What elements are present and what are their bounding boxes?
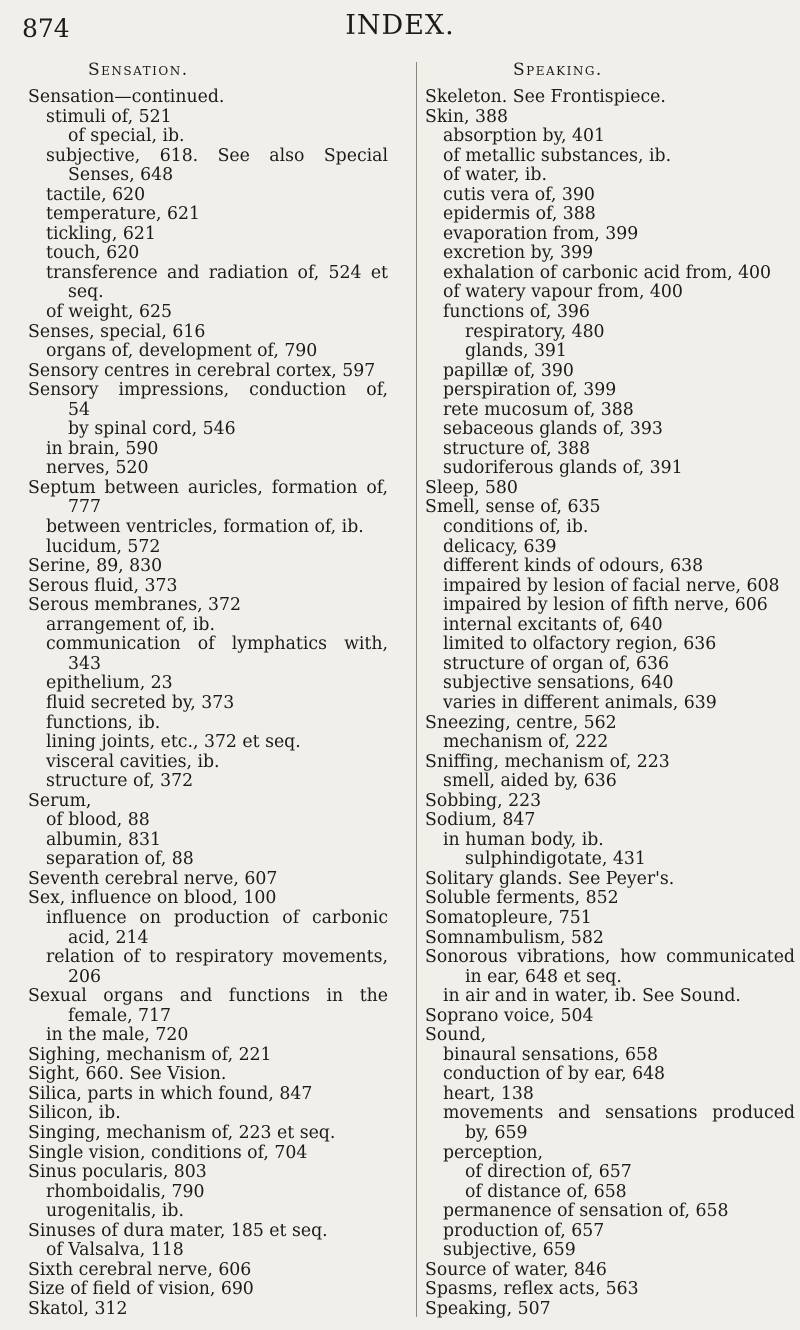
index-subentry: perspiration of, 399 (443, 380, 617, 401)
index-subentry: in human body, ib. (443, 829, 604, 850)
index-subentry: papillæ of, 390 (443, 360, 574, 381)
index-subentry: conditions of, ib. (443, 517, 589, 538)
index-entry: Sobbing, 223 (425, 790, 542, 811)
index-subentry: Senses, 648 (68, 165, 174, 186)
index-subentry: sebaceous glands of, 393 (443, 419, 663, 440)
index-subentry: 777 (68, 497, 101, 518)
index-entry: Sneezing, centre, 562 (425, 712, 617, 733)
index-entry: Sex, influence on blood, 100 (28, 888, 277, 909)
index-subentry: organs of, development of, 790 (46, 341, 318, 362)
index-subentry: urogenitalis, ib. (46, 1201, 184, 1222)
index-subentry: structure of, 372 (46, 771, 194, 792)
index-entry: Sixth cerebral nerve, 606 (28, 1259, 252, 1280)
index-subentry: seq. (68, 282, 104, 303)
index-subentry: nerves, 520 (46, 458, 149, 479)
index-subentry: communication of lymphatics with, (46, 634, 388, 655)
index-subentry: varies in different animals, 639 (443, 692, 717, 713)
index-subentry: arrangement of, ib. (46, 614, 215, 635)
index-subentry: rete mucosum of, 388 (443, 399, 634, 420)
index-entry: Sighing, mechanism of, 221 (28, 1044, 272, 1065)
index-subentry: transference and radiation of, 524 et (46, 262, 388, 283)
index-entry: Senses, special, 616 (28, 321, 206, 342)
index-subentry: epidermis of, 388 (443, 204, 596, 225)
index-subentry: female, 717 (68, 1005, 172, 1026)
index-entry: Septum between auricles, formation of, (28, 477, 388, 498)
index-entry: Sleep, 580 (425, 477, 518, 498)
index-subentry: epithelium, 23 (46, 673, 173, 694)
index-subentry: sulphindigotate, 431 (465, 849, 646, 870)
index-entry: Serous fluid, 373 (28, 575, 178, 596)
index-entry: Skin, 388 (425, 106, 508, 127)
index-subentry: binaural sensations, 658 (443, 1044, 658, 1065)
index-subentry: perception, (443, 1142, 544, 1163)
index-subentry: temperature, 621 (46, 204, 200, 225)
index-subentry: internal excitants of, 640 (443, 614, 663, 635)
index-subentry: respiratory, 480 (465, 321, 605, 342)
index-entry: Soprano voice, 504 (425, 1005, 594, 1026)
index-entry: Silica, parts in which found, 847 (28, 1083, 313, 1104)
index-entry: Sodium, 847 (425, 810, 536, 831)
index-subentry: lining joints, etc., 372 et seq. (46, 732, 301, 753)
index-entry: Sensory centres in cerebral cortex, 597 (28, 360, 376, 381)
index-entry: Solitary glands. See Peyer's. (425, 868, 675, 889)
index-entry: Singing, mechanism of, 223 et seq. (28, 1122, 336, 1143)
index-subentry: production of, 657 (443, 1220, 605, 1241)
index-subentry: of watery vapour from, 400 (443, 282, 683, 303)
index-entry: Serum, (28, 790, 92, 811)
index-entry: Sound, (425, 1025, 487, 1046)
index-subentry: in air and in water, ib. See Sound. (443, 986, 741, 1007)
index-subentry: lucidum, 572 (46, 536, 161, 557)
index-entry: Serous membranes, 372 (28, 595, 242, 616)
index-entry: Sonorous vibrations, how communicated (425, 947, 795, 968)
index-subentry: by spinal cord, 546 (68, 419, 236, 440)
index-entry: Sniffing, mechanism of, 223 (425, 751, 670, 772)
right-column-heading: Speaking. (513, 60, 603, 80)
index-subentry: fluid secreted by, 373 (46, 692, 235, 713)
index-entry: Speaking, 507 (425, 1298, 551, 1319)
index-subentry: movements and sensations produced (443, 1103, 795, 1124)
right-index-column (425, 88, 795, 1319)
index-subentry: cutis vera of, 390 (443, 184, 595, 205)
index-subentry: separation of, 88 (46, 849, 194, 870)
index-subentry: touch, 620 (46, 243, 140, 264)
index-subentry: sudoriferous glands of, 391 (443, 458, 683, 479)
index-entry: Sinuses of dura mater, 185 et seq. (28, 1220, 328, 1241)
index-subentry: in the male, 720 (46, 1025, 189, 1046)
column-divider (416, 62, 417, 1317)
index-subentry: relation of to respiratory movements, (46, 947, 388, 968)
index-entry: Single vision, conditions of, 704 (28, 1142, 308, 1163)
index-entry: Source of water, 846 (425, 1259, 607, 1280)
index-entry: Sensation—continued. (28, 87, 225, 107)
index-entry: Skeleton. See Frontispiece. (425, 87, 666, 107)
index-subentry: of special, ib. (68, 126, 185, 147)
index-subentry: tactile, 620 (46, 184, 146, 205)
index-subentry: albumin, 831 (46, 829, 162, 850)
index-subentry: of metallic substances, ib. (443, 145, 672, 166)
index-entry: Size of field of vision, 690 (28, 1279, 254, 1300)
index-entry: Somnambulism, 582 (425, 927, 604, 948)
index-subentry: acid, 214 (68, 927, 149, 948)
index-subentry: rhomboidalis, 790 (46, 1181, 205, 1202)
left-column-heading: Sensation. (88, 60, 189, 80)
index-subentry: heart, 138 (443, 1083, 534, 1104)
index-entry: Serine, 89, 830 (28, 556, 163, 577)
index-entry: Smell, sense of, 635 (425, 497, 601, 518)
index-subentry: subjective, 659 (443, 1240, 576, 1261)
index-entry: Sight, 660. See Vision. (28, 1064, 227, 1085)
page-number: 874 (22, 14, 70, 43)
index-subentry: absorption by, 401 (443, 126, 605, 147)
index-entry: Sexual organs and functions in the (28, 986, 388, 1007)
index-entry: Somatopleure, 751 (425, 907, 592, 928)
index-subentry: in brain, 590 (46, 438, 159, 459)
index-subentry: different kinds of odours, 638 (443, 556, 704, 577)
index-subentry: by, 659 (465, 1122, 528, 1143)
index-subentry: of Valsalva, 118 (46, 1240, 184, 1261)
index-subentry: exhalation of carbonic acid from, 400 (443, 262, 772, 283)
index-entry: Sensory impressions, conduction of, (28, 380, 388, 401)
index-subentry: of blood, 88 (46, 810, 150, 831)
index-subentry: permanence of sensation of, 658 (443, 1201, 729, 1222)
index-entry: Sinus pocularis, 803 (28, 1162, 207, 1183)
left-index-column (28, 88, 388, 1319)
running-title: INDEX. (345, 10, 455, 41)
index-subentry: in ear, 648 et seq. (465, 966, 622, 987)
index-subentry: subjective, 618. See also Special (46, 145, 388, 166)
index-subentry: mechanism of, 222 (443, 732, 609, 753)
index-subentry: impaired by lesion of fifth nerve, 606 (443, 595, 768, 616)
index-entry: Skatol, 312 (28, 1298, 128, 1319)
index-subentry: impaired by lesion of facial nerve, 608 (443, 575, 780, 596)
index-subentry: smell, aided by, 636 (443, 771, 617, 792)
index-subentry: functions of, 396 (443, 302, 590, 323)
index-subentry: between ventricles, formation of, ib. (46, 517, 364, 538)
index-subentry: stimuli of, 521 (46, 106, 172, 127)
index-entry: Seventh cerebral nerve, 607 (28, 868, 278, 889)
index-subentry: delicacy, 639 (443, 536, 557, 557)
index-subentry: of direction of, 657 (465, 1162, 632, 1183)
index-subentry: structure of, 388 (443, 438, 591, 459)
index-subentry: glands, 391 (465, 341, 567, 362)
index-subentry: 343 (68, 653, 101, 674)
index-subentry: 206 (68, 966, 101, 987)
index-subentry: functions, ib. (46, 712, 161, 733)
index-entry: Soluble ferments, 852 (425, 888, 619, 909)
index-entry: Spasms, reflex acts, 563 (425, 1279, 639, 1300)
index-subentry: 54 (68, 399, 90, 420)
index-subentry: subjective sensations, 640 (443, 673, 674, 694)
index-subentry: of water, ib. (443, 165, 547, 186)
index-subentry: limited to olfactory region, 636 (443, 634, 717, 655)
index-subentry: influence on production of carbonic (46, 907, 388, 928)
index-entry: Silicon, ib. (28, 1103, 121, 1124)
index-subentry: excretion by, 399 (443, 243, 594, 264)
index-subentry: structure of organ of, 636 (443, 653, 670, 674)
index-subentry: evaporation from, 399 (443, 223, 639, 244)
index-subentry: visceral cavities, ib. (46, 751, 220, 772)
index-subentry: tickling, 621 (46, 223, 156, 244)
index-subentry: of weight, 625 (46, 302, 172, 323)
index-subentry: of distance of, 658 (465, 1181, 627, 1202)
index-subentry: conduction of by ear, 648 (443, 1064, 666, 1085)
